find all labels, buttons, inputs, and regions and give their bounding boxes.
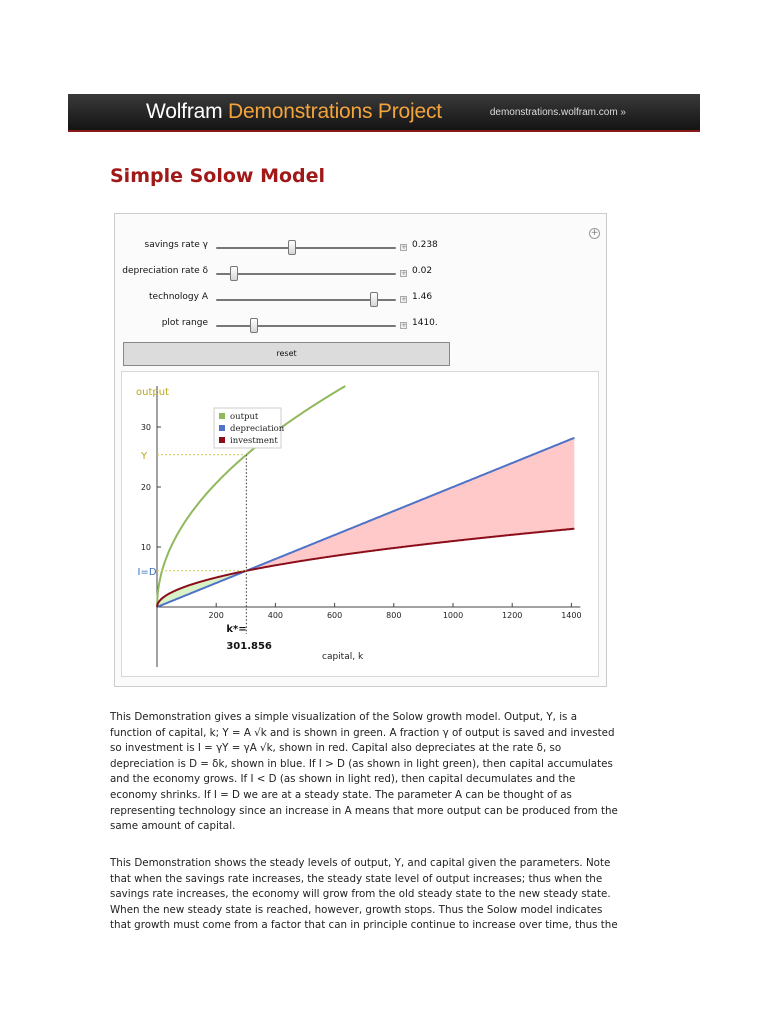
x-tick-label: 800 [386,611,402,620]
text-line: savings rate increases, the economy will grow from the old steady state to the new steady state. [110,888,611,901]
text-line: depreciation is D = δk, shown in blue. If I > D (as shown in light green), then capital accumulates [110,757,613,770]
legend-label: depreciation [230,424,285,434]
site-link[interactable]: demonstrations.wolfram.com » [489,107,626,118]
x-axis-label: capital, k [322,652,364,662]
text-line: that growth must come from a factor that can in principle continue to increase over time, thus the [110,919,618,932]
expand-icon[interactable]: + [401,269,407,277]
x-tick-label: 1400 [561,611,582,620]
control-savings-rate [114,238,594,258]
legend-label: output [230,412,259,422]
text-line: same amount of capital. [110,820,236,833]
control-plot-range [114,316,594,336]
control-label: plot range [161,318,208,328]
y-tick-label: 10 [140,543,151,552]
slider-thumb[interactable] [250,318,258,333]
control-value: 0.02 [412,266,433,276]
slider-thumb[interactable] [288,240,296,255]
x-tick-label: 1000 [442,611,464,620]
description-paragraph-1 [110,710,655,835]
control-value: 1410. [412,318,438,328]
x-tick-label: 1200 [502,611,523,620]
steady-state-capital-value: 301.856 [226,641,272,652]
expand-icon[interactable]: + [401,295,407,303]
legend-swatch [219,413,225,419]
y-tick-label: 20 [140,483,151,492]
text-line: This Demonstration gives a simple visualization of the Solow growth model. Output, Y, is a [110,711,577,723]
legend-swatch [219,437,225,443]
reset-button[interactable]: reset [123,342,450,366]
site-banner[interactable] [68,94,700,132]
brand-suffix: Demonstrations Project [228,100,442,123]
brand-prefix: Wolfram [146,100,223,123]
control-label: savings rate γ [144,240,208,250]
y-tick-label: 30 [140,423,151,432]
control-depreciation-rate [114,264,594,284]
page-title: Simple Solow Model [110,165,326,187]
text-line: and the economy grows. If I < D (as shown in light red), then capital decumulates and the [110,773,576,786]
text-line: representing technology since an increase in A means that more output can be produced from the [110,804,618,817]
expand-icon[interactable]: + [401,243,407,251]
slider-track[interactable] [216,247,396,249]
brand-logo [146,100,442,124]
plot-area [121,371,599,677]
slider-track[interactable] [216,273,396,275]
slider-thumb[interactable] [370,292,378,307]
slider-track[interactable] [216,299,396,301]
y-axis-label: output [136,387,169,398]
plus-icon[interactable]: + [590,228,599,238]
steady-state-id-label: I=D [137,566,157,578]
text-line: economy shrinks. If I = D we are at a steady state. The parameter A can be thought of as [110,788,572,801]
expand-icon[interactable]: + [401,321,407,329]
control-label: depreciation rate δ [122,266,208,276]
description-paragraph-2 [110,856,655,934]
steady-state-capital-label: k*= [226,624,247,635]
x-tick-label: 200 [208,611,224,620]
slider-track[interactable] [216,325,396,327]
text-line: so investment is I = γY = γA √k, shown in red. Capital also depreciates at the rate δ, so [110,742,562,755]
slider-thumb[interactable] [230,266,238,281]
text-line: This Demonstration shows the steady levels of output, Y, and capital given the parameters. Note [110,857,611,869]
control-value: 0.238 [412,240,438,250]
legend-swatch [219,425,225,431]
x-tick-label: 600 [326,611,343,620]
steady-state-output-label: Y [140,450,148,462]
legend-label: investment [230,436,278,446]
solow-chart [122,372,598,676]
x-tick-label: 400 [267,611,284,620]
text-line: When the new steady state is reached, however, growth stops. Thus the Solow model indicates [110,903,603,916]
control-value: 1.46 [412,292,433,302]
control-label: technology A [149,292,208,302]
control-technology [114,290,594,310]
text-line: that when the savings rate increases, the steady state level of output increases; thus when the [110,872,603,885]
text-line: function of capital, k; Y = A √k and is shown in green. A fraction γ of output is saved and invested [110,726,615,739]
